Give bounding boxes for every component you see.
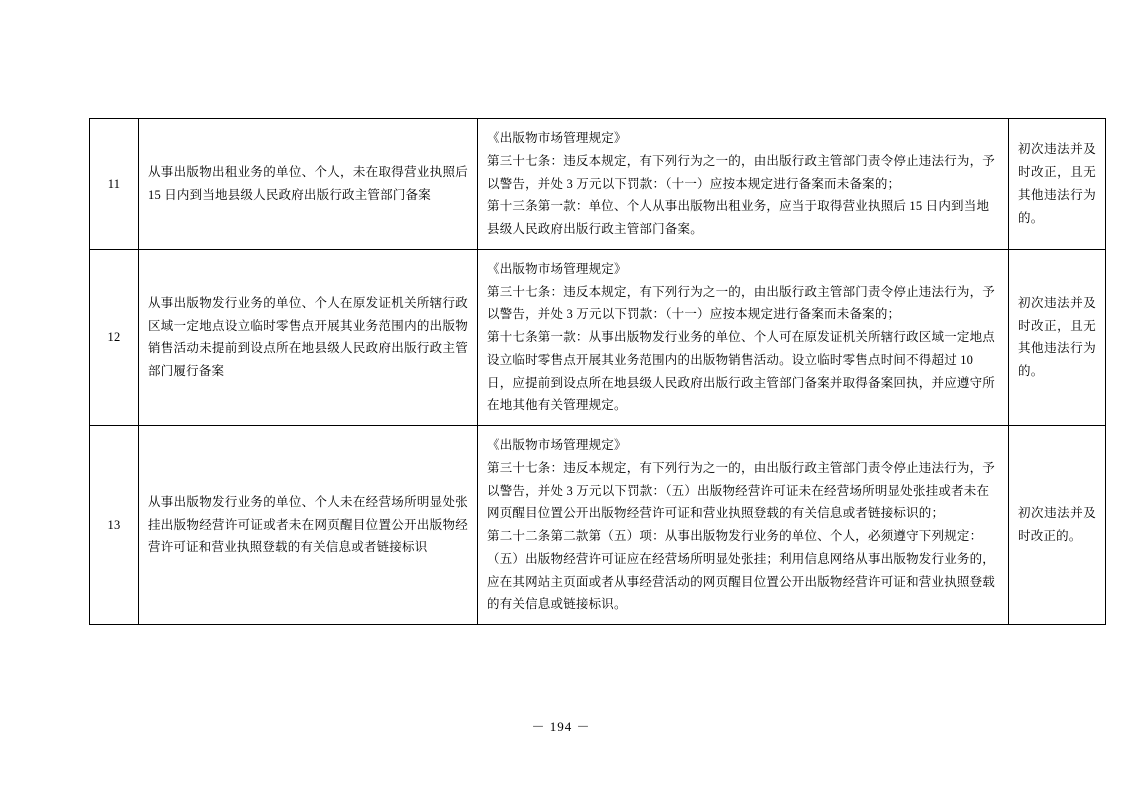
page-number: － 194 － [531, 719, 591, 734]
legal-basis-line: 第二十二条第二款第（五）项：从事出版物发行业务的单位、个人，必须遵守下列规定：（五）出版物经营许可证应在经营场所明显处张挂；利用信息网络从事出版物发行业务的，应在其网站主页面或者从事经营活动的网页醒目位置公开出版物经营许可证和营业执照登载的有关信息或链接标识。 [487, 529, 996, 612]
legal-basis [478, 119, 1009, 250]
penalty-discretion-table [89, 118, 1106, 625]
table-row [90, 249, 1106, 425]
legal-basis-line: 第三十七条：违反本规定，有下列行为之一的，由出版行政主管部门责令停止违法行为，予以警告，并处 3 万元以下罚款：（十一）应按本规定进行备案而未备案的； [487, 153, 996, 191]
table-row [90, 119, 1106, 250]
legal-basis [478, 249, 1009, 425]
row-number: 12 [90, 249, 139, 425]
row-number: 13 [90, 426, 139, 625]
table-row [90, 426, 1106, 625]
legal-basis-line: 第三十七条：违反本规定，有下列行为之一的，由出版行政主管部门责令停止违法行为，予以警告，并处 3 万元以下罚款：（十一）应按本规定进行备案而未备案的； [487, 284, 996, 322]
legal-basis-line: 《出版物市场管理规定》 [487, 261, 627, 276]
discretion-note: 初次违法并及时改正，且无其他违法行为的。 [1009, 249, 1106, 425]
legal-basis-line: 《出版物市场管理规定》 [487, 131, 627, 145]
violation-description: 从事出版物出租业务的单位、个人，未在取得营业执照后 15 日内到当地县级人民政府出版行政主管部门备案 [139, 119, 478, 250]
legal-basis-line: 《出版物市场管理规定》 [487, 438, 627, 452]
legal-basis-line: 第十三条第一款：单位、个人从事出版物出租业务，应当于取得营业执照后 15 日内到当地县级人民政府出版行政主管部门备案。 [487, 199, 990, 236]
violation-description: 从事出版物发行业务的单位、个人在原发证机关所辖行政区域一定地点设立临时零售点开展其业务范围内的出版物销售活动未提前到设点所在地县级人民政府出版行政主管部门履行备案 [139, 249, 478, 425]
legal-basis [478, 426, 1009, 625]
legal-basis-line: 第三十七条：违反本规定，有下列行为之一的，由出版行政主管部门责令停止违法行为，予以警告，并处 3 万元以下罚款：（五）出版物经营许可证未在经营场所明显处张挂或者未在网页醒目位置公开出版物经营许可证和营业执照登载的有关信息或者链接标识的； [487, 460, 996, 521]
violation-description: 从事出版物发行业务的单位、个人未在经营场所明显处张挂出版物经营许可证或者未在网页醒目位置公开出版物经营许可证和营业执照登载的有关信息或者链接标识 [139, 426, 478, 625]
discretion-note: 初次违法并及时改正的。 [1009, 426, 1106, 625]
legal-basis-line: 第十七条第一款：从事出版物发行业务的单位、个人可在原发证机关所辖行政区域一定地点设立临时零售点开展其业务范围内的出版物销售活动。设立临时零售点时间不得超过 10 日，应提前到设点所在地县级人民政府出版行政主管部门备案并取得备案回执，并应遵守所在地其他有关管理规定。 [487, 330, 996, 413]
discretion-note: 初次违法并及时改正，且无其他违法行为的。 [1009, 119, 1106, 250]
row-number: 11 [90, 119, 139, 250]
